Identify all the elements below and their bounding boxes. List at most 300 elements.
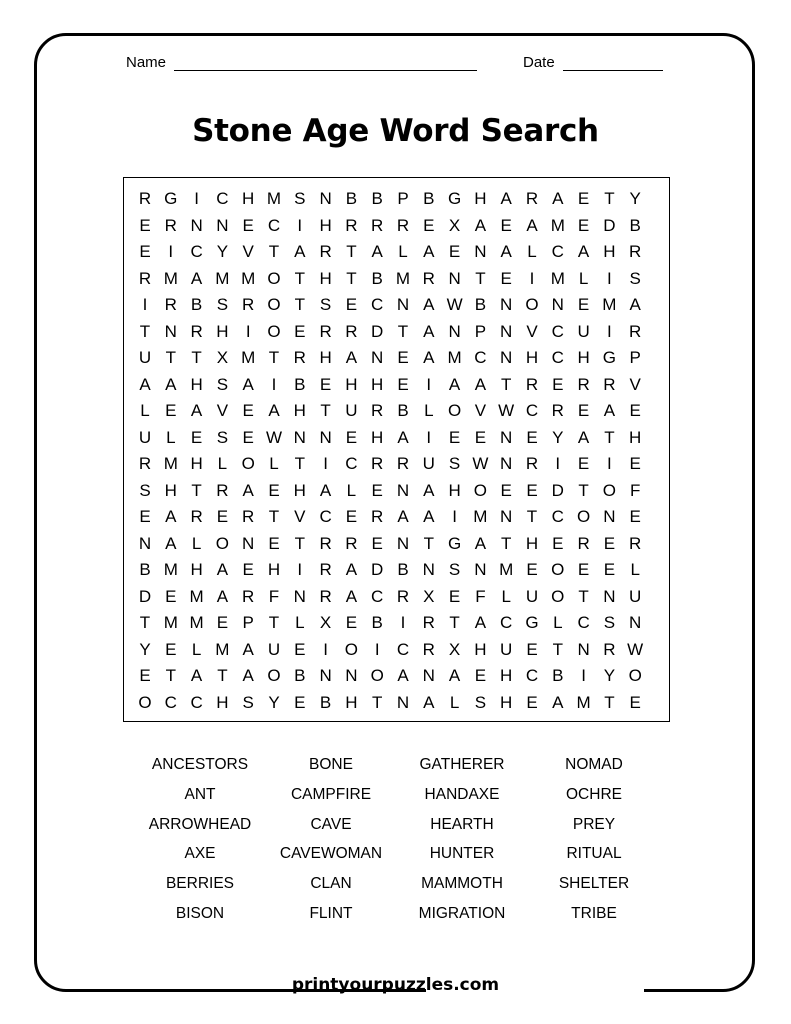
grid-letter[interactable]: H	[603, 242, 616, 261]
grid-letter[interactable]: O	[473, 480, 487, 500]
grid-letter[interactable]: R	[345, 215, 358, 235]
grid-letter[interactable]: A	[294, 242, 306, 261]
grid-letter[interactable]: M	[473, 507, 488, 526]
grid-letter[interactable]: C	[190, 692, 203, 712]
grid-letter[interactable]: Y	[268, 692, 280, 712]
grid-letter[interactable]: L	[630, 560, 640, 579]
grid-letter[interactable]: N	[396, 295, 410, 314]
grid-letter[interactable]: R	[371, 454, 384, 473]
grid-letter[interactable]: B	[294, 374, 306, 394]
grid-letter[interactable]: H	[500, 692, 513, 712]
grid-letter[interactable]: N	[500, 454, 513, 473]
grid-letter[interactable]: L	[166, 427, 176, 447]
grid-letter[interactable]: M	[189, 613, 204, 632]
grid-letter[interactable]: H	[345, 374, 358, 394]
grid-letter[interactable]: Y	[216, 242, 229, 261]
grid-letter[interactable]: E	[448, 242, 461, 261]
grid-letter[interactable]: O	[551, 586, 565, 606]
grid-letter[interactable]: U	[138, 427, 152, 447]
grid-letter[interactable]: N	[500, 507, 513, 526]
grid-letter[interactable]: N	[551, 295, 564, 314]
grid-letter[interactable]: H	[267, 560, 281, 579]
grid-letter[interactable]: W	[446, 295, 463, 314]
grid-letter[interactable]: T	[552, 639, 563, 659]
grid-letter[interactable]: F	[629, 480, 641, 500]
grid-letter[interactable]: D	[371, 321, 384, 341]
grid-letter[interactable]: M	[395, 268, 411, 288]
grid-letter[interactable]: A	[345, 586, 358, 606]
grid-letter[interactable]: R	[190, 321, 203, 341]
grid-letter[interactable]: A	[242, 639, 254, 659]
grid-letter[interactable]: N	[500, 348, 513, 367]
grid-letter[interactable]: X	[216, 348, 229, 367]
grid-letter[interactable]: W	[498, 401, 515, 420]
grid-letter[interactable]: C	[345, 454, 358, 473]
grid-letter[interactable]: M	[163, 560, 178, 579]
grid-letter[interactable]: A	[474, 533, 487, 553]
grid-letter[interactable]: I	[581, 666, 586, 685]
grid-letter[interactable]: H	[500, 666, 513, 685]
grid-letter[interactable]: V	[216, 401, 229, 420]
grid-letter[interactable]: A	[423, 507, 435, 526]
grid-letter[interactable]: T	[268, 242, 280, 261]
grid-letter[interactable]: E	[242, 215, 254, 235]
grid-letter[interactable]: E	[577, 454, 590, 473]
grid-letter[interactable]: T	[397, 321, 409, 341]
grid-letter[interactable]: N	[319, 666, 332, 685]
grid-letter[interactable]: N	[422, 560, 435, 579]
grid-letter[interactable]: N	[242, 533, 255, 553]
grid-letter[interactable]: R	[629, 321, 642, 341]
grid-letter[interactable]: N	[138, 533, 152, 553]
grid-letter[interactable]: C	[164, 692, 177, 712]
grid-letter[interactable]: N	[319, 189, 332, 208]
grid-letter[interactable]: F	[268, 586, 280, 606]
grid-letter[interactable]: B	[371, 268, 383, 288]
grid-letter[interactable]: E	[500, 268, 512, 288]
grid-letter[interactable]: P	[242, 613, 254, 632]
grid-letter[interactable]: H	[577, 348, 590, 367]
grid-letter[interactable]: E	[190, 427, 203, 447]
grid-letter[interactable]: O	[602, 480, 616, 500]
grid-letter[interactable]: R	[396, 454, 410, 473]
grid-letter[interactable]: R	[525, 189, 539, 208]
grid-letter[interactable]: L	[398, 242, 408, 261]
grid-letter[interactable]: E	[268, 533, 280, 553]
grid-letter[interactable]: O	[241, 454, 255, 473]
grid-letter[interactable]: E	[577, 401, 590, 420]
grid-letter[interactable]: E	[577, 560, 590, 579]
grid-letter[interactable]: C	[551, 321, 564, 341]
grid-letter[interactable]: C	[551, 242, 564, 261]
grid-letter[interactable]: T	[268, 348, 280, 367]
grid-letter[interactable]: A	[423, 295, 435, 314]
grid-letter[interactable]: T	[604, 189, 615, 208]
grid-letter[interactable]: M	[550, 215, 565, 235]
grid-letter[interactable]: N	[603, 507, 616, 526]
grid-letter[interactable]: L	[578, 268, 589, 288]
grid-letter[interactable]: H	[216, 692, 229, 712]
grid-letter[interactable]: A	[423, 348, 435, 367]
grid-letter[interactable]: S	[448, 560, 461, 579]
grid-letter[interactable]: I	[426, 427, 432, 447]
grid-letter[interactable]: R	[164, 215, 177, 235]
grid-letter[interactable]: I	[426, 374, 432, 394]
grid-letter[interactable]: T	[320, 401, 331, 420]
grid-letter[interactable]: M	[189, 586, 204, 606]
grid-letter[interactable]: R	[138, 189, 152, 208]
grid-letter[interactable]: I	[297, 560, 303, 579]
grid-letter[interactable]: R	[371, 215, 384, 235]
grid-letter[interactable]: R	[603, 639, 616, 659]
grid-letter[interactable]: T	[475, 268, 486, 288]
grid-letter[interactable]: A	[165, 533, 177, 553]
grid-letter[interactable]: C	[267, 215, 281, 235]
grid-letter[interactable]: R	[319, 242, 332, 261]
grid-letter[interactable]: O	[267, 666, 281, 685]
grid-letter[interactable]: A	[190, 401, 203, 420]
grid-letter[interactable]: E	[319, 374, 332, 394]
grid-letter[interactable]: N	[164, 321, 177, 341]
grid-letter[interactable]: E	[397, 348, 409, 367]
grid-letter[interactable]: G	[164, 189, 178, 208]
grid-letter[interactable]: T	[526, 507, 538, 526]
grid-letter[interactable]: A	[552, 692, 564, 712]
grid-letter[interactable]: L	[191, 533, 202, 553]
grid-letter[interactable]: B	[397, 560, 409, 579]
grid-letter[interactable]: A	[216, 560, 229, 579]
grid-letter[interactable]: E	[577, 189, 590, 208]
grid-letter[interactable]: B	[371, 189, 383, 208]
grid-letter[interactable]: S	[319, 295, 332, 314]
grid-letter[interactable]: N	[448, 321, 461, 341]
grid-letter[interactable]: B	[474, 295, 487, 314]
grid-letter[interactable]: H	[190, 454, 203, 473]
grid-letter[interactable]: E	[603, 533, 616, 553]
grid-letter[interactable]: T	[191, 480, 202, 500]
grid-letter[interactable]: I	[271, 374, 277, 394]
grid-letter[interactable]: O	[525, 295, 539, 314]
grid-letter[interactable]: U	[138, 348, 152, 367]
grid-letter[interactable]: M	[602, 295, 617, 314]
grid-letter[interactable]: A	[242, 374, 254, 394]
grid-letter[interactable]: E	[577, 215, 590, 235]
grid-letter[interactable]: A	[319, 480, 332, 500]
grid-letter[interactable]: S	[139, 480, 151, 500]
grid-letter[interactable]: A	[603, 401, 616, 420]
grid-letter[interactable]: R	[603, 374, 616, 394]
grid-letter[interactable]: T	[165, 666, 176, 685]
grid-letter[interactable]: C	[551, 348, 564, 367]
grid-letter[interactable]: D	[603, 215, 616, 235]
grid-letter[interactable]: M	[163, 454, 178, 473]
grid-letter[interactable]: M	[215, 639, 230, 659]
grid-letter[interactable]: N	[396, 480, 410, 500]
grid-letter[interactable]: N	[293, 586, 306, 606]
grid-letter[interactable]: Y	[552, 427, 564, 447]
grid-letter[interactable]: B	[423, 189, 435, 208]
grid-letter[interactable]: E	[629, 401, 641, 420]
grid-letter[interactable]: I	[607, 321, 612, 341]
grid-letter[interactable]: T	[500, 374, 512, 394]
grid-letter[interactable]: L	[553, 613, 563, 632]
grid-letter[interactable]: P	[629, 348, 641, 367]
grid-letter[interactable]: T	[165, 348, 176, 367]
grid-letter[interactable]: D	[551, 480, 564, 500]
grid-letter[interactable]: N	[422, 666, 435, 685]
grid-letter[interactable]: L	[140, 401, 150, 420]
grid-letter[interactable]: R	[422, 268, 435, 288]
grid-letter[interactable]: A	[242, 666, 254, 685]
grid-letter[interactable]: H	[525, 348, 539, 367]
grid-letter[interactable]: N	[396, 692, 410, 712]
grid-letter[interactable]: S	[629, 268, 641, 288]
grid-letter[interactable]: R	[396, 586, 410, 606]
grid-letter[interactable]: X	[423, 586, 435, 606]
grid-letter[interactable]: C	[216, 189, 229, 208]
grid-letter[interactable]: I	[607, 268, 612, 288]
grid-letter[interactable]: R	[164, 295, 177, 314]
grid-letter[interactable]: E	[629, 507, 641, 526]
grid-letter[interactable]: T	[217, 666, 228, 685]
grid-letter[interactable]: S	[603, 613, 616, 632]
grid-letter[interactable]: E	[294, 639, 306, 659]
grid-letter[interactable]: H	[371, 374, 384, 394]
grid-letter[interactable]: C	[371, 586, 384, 606]
grid-letter[interactable]: C	[500, 613, 513, 632]
grid-letter[interactable]: R	[371, 401, 384, 420]
grid-letter[interactable]: M	[576, 692, 591, 712]
grid-letter[interactable]: L	[449, 692, 460, 712]
grid-letter[interactable]: S	[216, 295, 229, 314]
grid-letter[interactable]: A	[397, 507, 409, 526]
grid-letter[interactable]: O	[138, 692, 152, 712]
grid-letter[interactable]: R	[293, 348, 306, 367]
grid-letter[interactable]: H	[242, 189, 255, 208]
grid-letter[interactable]: B	[371, 613, 383, 632]
grid-letter[interactable]: V	[242, 242, 254, 261]
grid-letter[interactable]: I	[400, 613, 406, 632]
grid-letter[interactable]: M	[266, 189, 282, 208]
grid-letter[interactable]: C	[577, 613, 590, 632]
grid-letter[interactable]: A	[139, 374, 151, 394]
grid-letter[interactable]: U	[422, 454, 435, 473]
grid-letter[interactable]: E	[629, 454, 641, 473]
grid-letter[interactable]: N	[629, 613, 642, 632]
grid-letter[interactable]: T	[500, 533, 512, 553]
grid-letter[interactable]: O	[267, 268, 281, 288]
grid-letter[interactable]: H	[319, 215, 332, 235]
grid-letter[interactable]: E	[474, 427, 487, 447]
grid-letter[interactable]: N	[448, 268, 461, 288]
grid-letter[interactable]: M	[241, 268, 256, 288]
grid-letter[interactable]: T	[139, 613, 151, 632]
grid-letter[interactable]: P	[397, 189, 409, 208]
grid-letter[interactable]: X	[448, 215, 461, 235]
grid-letter[interactable]: T	[346, 268, 357, 288]
grid-letter[interactable]: C	[551, 507, 564, 526]
grid-letter[interactable]: E	[423, 215, 435, 235]
grid-letter[interactable]: O	[267, 295, 281, 314]
grid-letter[interactable]: L	[191, 639, 202, 659]
grid-letter[interactable]: H	[319, 348, 332, 367]
grid-letter[interactable]: I	[555, 454, 561, 473]
grid-letter[interactable]: E	[268, 480, 280, 500]
grid-letter[interactable]: E	[448, 586, 461, 606]
grid-letter[interactable]: G	[447, 533, 462, 553]
grid-letter[interactable]: A	[577, 427, 590, 447]
grid-letter[interactable]: V	[474, 401, 487, 420]
grid-letter[interactable]: O	[551, 560, 565, 579]
grid-letter[interactable]: E	[242, 401, 254, 420]
grid-letter[interactable]: I	[194, 189, 199, 208]
grid-letter[interactable]: W	[472, 454, 489, 473]
grid-letter[interactable]: I	[374, 639, 380, 659]
grid-letter[interactable]: Y	[139, 639, 151, 659]
grid-letter[interactable]: R	[551, 401, 564, 420]
grid-letter[interactable]: E	[371, 533, 383, 553]
grid-letter[interactable]: T	[371, 692, 383, 712]
grid-letter[interactable]: I	[323, 454, 328, 473]
grid-letter[interactable]: A	[345, 560, 358, 579]
grid-letter[interactable]: R	[525, 374, 539, 394]
grid-letter[interactable]: G	[447, 189, 462, 208]
grid-letter[interactable]: T	[294, 533, 305, 553]
grid-letter[interactable]: E	[139, 242, 151, 261]
grid-letter[interactable]: T	[191, 348, 202, 367]
grid-letter[interactable]: E	[216, 507, 229, 526]
grid-letter[interactable]: A	[190, 268, 203, 288]
grid-letter[interactable]: H	[474, 189, 487, 208]
grid-letter[interactable]: A	[165, 374, 177, 394]
grid-letter[interactable]: E	[139, 507, 151, 526]
grid-letter[interactable]: G	[525, 613, 539, 632]
grid-letter[interactable]: R	[371, 507, 384, 526]
grid-letter[interactable]: I	[142, 295, 148, 314]
grid-letter[interactable]: N	[603, 586, 616, 606]
grid-letter[interactable]: T	[604, 427, 615, 447]
grid-letter[interactable]: F	[475, 586, 486, 606]
grid-letter[interactable]: M	[215, 268, 230, 288]
grid-letter[interactable]: I	[529, 268, 535, 288]
grid-letter[interactable]: S	[216, 427, 229, 447]
grid-letter[interactable]: C	[525, 666, 539, 685]
grid-letter[interactable]: N	[371, 348, 384, 367]
grid-letter[interactable]: R	[319, 586, 332, 606]
grid-letter[interactable]: S	[448, 454, 461, 473]
grid-letter[interactable]: M	[163, 268, 178, 288]
grid-letter[interactable]: M	[550, 268, 565, 288]
grid-letter[interactable]: E	[139, 215, 151, 235]
grid-letter[interactable]: H	[216, 321, 229, 341]
grid-letter[interactable]: A	[423, 242, 435, 261]
grid-letter[interactable]: M	[241, 348, 256, 367]
grid-letter[interactable]: R	[396, 215, 410, 235]
grid-letter[interactable]: V	[526, 321, 538, 341]
grid-letter[interactable]: R	[345, 321, 358, 341]
grid-letter[interactable]: H	[190, 374, 203, 394]
grid-letter[interactable]: T	[294, 295, 305, 314]
grid-letter[interactable]: R	[242, 586, 255, 606]
grid-letter[interactable]: D	[371, 560, 384, 579]
grid-letter[interactable]: E	[345, 295, 358, 314]
grid-letter[interactable]: U	[525, 586, 539, 606]
grid-letter[interactable]: E	[526, 480, 538, 500]
grid-letter[interactable]: A	[629, 295, 641, 314]
grid-letter[interactable]: H	[474, 639, 487, 659]
grid-letter[interactable]: H	[371, 427, 384, 447]
grid-letter[interactable]: O	[344, 639, 358, 659]
grid-letter[interactable]: T	[268, 613, 280, 632]
grid-letter[interactable]: B	[629, 215, 641, 235]
grid-letter[interactable]: R	[319, 533, 332, 553]
grid-letter[interactable]: N	[190, 215, 203, 235]
grid-letter[interactable]: E	[371, 480, 383, 500]
grid-letter[interactable]: L	[424, 401, 434, 420]
grid-letter[interactable]: L	[217, 454, 228, 473]
grid-letter[interactable]: A	[500, 189, 512, 208]
grid-letter[interactable]: E	[345, 613, 358, 632]
grid-letter[interactable]: Y	[629, 189, 641, 208]
grid-letter[interactable]: A	[552, 189, 564, 208]
grid-letter[interactable]: N	[293, 427, 306, 447]
grid-letter[interactable]: V	[629, 374, 641, 394]
grid-letter[interactable]: A	[268, 401, 280, 420]
grid-letter[interactable]: E	[526, 560, 538, 579]
grid-letter[interactable]: W	[627, 639, 644, 659]
grid-letter[interactable]: E	[448, 427, 461, 447]
grid-letter[interactable]: E	[552, 374, 564, 394]
grid-letter[interactable]: L	[295, 613, 305, 632]
date-line[interactable]	[563, 58, 663, 71]
grid-letter[interactable]: R	[577, 374, 590, 394]
grid-letter[interactable]: E	[474, 666, 487, 685]
grid-letter[interactable]: T	[578, 480, 589, 500]
grid-letter[interactable]: A	[423, 692, 435, 712]
grid-letter[interactable]: B	[294, 666, 306, 685]
grid-letter[interactable]: X	[448, 639, 461, 659]
grid-letter[interactable]: A	[577, 242, 590, 261]
grid-letter[interactable]: A	[371, 242, 383, 261]
grid-letter[interactable]: E	[345, 507, 358, 526]
grid-letter[interactable]: N	[500, 295, 513, 314]
grid-letter[interactable]: U	[500, 639, 513, 659]
grid-letter[interactable]: H	[345, 692, 358, 712]
grid-letter[interactable]: T	[139, 321, 151, 341]
grid-letter[interactable]: H	[525, 533, 539, 553]
grid-letter[interactable]: B	[190, 295, 203, 314]
grid-letter[interactable]: E	[603, 560, 616, 579]
grid-letter[interactable]: R	[629, 242, 642, 261]
grid-letter[interactable]: N	[396, 533, 410, 553]
grid-letter[interactable]: I	[452, 507, 457, 526]
grid-letter[interactable]: B	[319, 692, 332, 712]
grid-letter[interactable]: L	[501, 586, 511, 606]
grid-letter[interactable]: E	[552, 533, 564, 553]
grid-letter[interactable]: R	[242, 507, 255, 526]
grid-letter[interactable]: N	[500, 321, 513, 341]
grid-letter[interactable]: O	[370, 666, 384, 685]
grid-letter[interactable]: E	[526, 639, 538, 659]
grid-letter[interactable]: C	[190, 242, 203, 261]
grid-letter[interactable]: T	[449, 613, 460, 632]
grid-letter[interactable]: B	[345, 189, 358, 208]
grid-letter[interactable]: B	[552, 666, 564, 685]
grid-letter[interactable]: E	[345, 427, 358, 447]
grid-letter[interactable]: A	[448, 374, 461, 394]
grid-letter[interactable]: S	[242, 692, 254, 712]
grid-letter[interactable]: R	[577, 533, 590, 553]
